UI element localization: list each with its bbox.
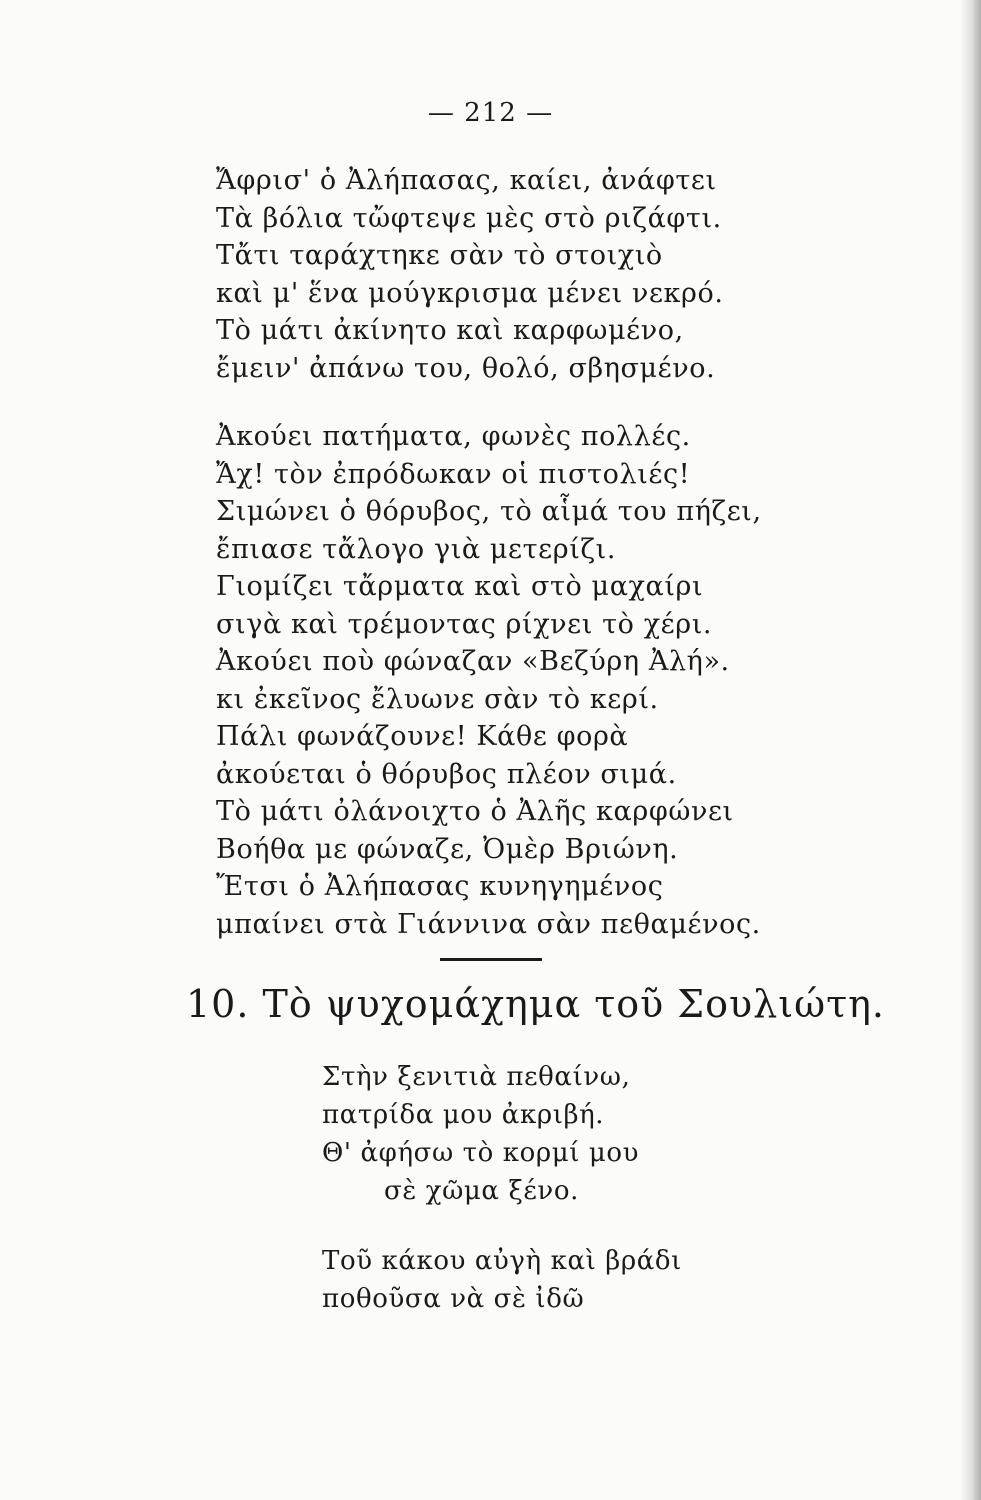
verse-line: Σιμώνει ὁ θόρυβος, τὸ αἷμά του πήζει, [216,496,762,527]
poem-line: ποθοῦσα νὰ σὲ ἰδῶ [322,1284,585,1314]
verse-line: ἔπιασε τἄλογο γιὰ μετερίζι. [216,533,617,565]
poem-line: Θ' ἀφήσω τὸ κορμί μου [322,1138,640,1168]
section-divider [440,958,542,961]
verse-line: Ἔτσι ὁ Ἀλήπασας κυνηγημένος [216,871,664,902]
poem-stanza-2 [322,1242,822,1318]
poem-line: Τοῦ κάκου αὐγὴ καὶ βράδι [322,1246,682,1276]
verse-line: σιγὰ καὶ τρέμοντας ρίχνει τὸ χέρι. [216,608,713,640]
poem-stanza-1 [322,1058,822,1210]
verse-line: Ἀκούει ποὺ φώναζαν «Βεζύρη Ἀλή». [216,646,730,677]
section-heading: 10. Τὸ ψυχομάχημα τοῦ Σουλιώτη. [186,982,885,1026]
verse-line: καὶ μ' ἕνα μούγκρισμα μένει νεκρό. [216,277,724,309]
verse-line: Ἀκούει πατήματα, φωνὲς πολλές. [216,421,691,452]
verse-line: Βοήθα με φώναζε, Ὀμὲρ Βριώνη. [216,833,679,865]
verse-line: Τὸ μάτι ἀκίνητο καὶ καρφωμένο, [216,315,684,346]
verse-line: Τὰ βόλια τὤφτεψε μὲς στὸ ριζάφτι. [216,202,722,234]
verse-line: Πάλι φωνάζουνε! Κάθε φορὰ [216,721,629,752]
verse-line: μπαίνει στὰ Γιάννινα σὰν πεθαμένος. [216,908,761,940]
verse-line: ἔμειν' ἀπάνω του, θολό, σβησμένο. [216,352,716,384]
poem-line: σὲ χῶμα ξένο. [384,1176,579,1206]
verse-stanza-1 [216,162,816,387]
verse-line: Ἄχ! τὸν ἐπρόδωκαν οἱ πιστολιές! [216,458,691,490]
verse-stanza-2 [216,418,816,943]
verse-line: Τὸ μάτι ὀλάνοιχτο ὁ Ἀλῆς καρφώνει [216,796,734,827]
page-number: — 212 — [427,98,554,128]
page-edge-shadow [959,0,981,1500]
verse-line: Ἄφρισ' ὁ Ἀλήπασας, καίει, ἀνάφτει [216,165,717,196]
poem-line: Στὴν ξενιτιὰ πεθαίνω, [322,1062,631,1092]
verse-line: Τἄτι ταράχτηκε σὰν τὸ στοιχιὸ [216,240,663,271]
poem-line: πατρίδα μου ἀκριβή. [322,1100,605,1130]
verse-line: ἀκούεται ὁ θόρυβος πλέον σιμά. [216,758,677,790]
verse-line: κι ἐκεῖνος ἔλυωνε σὰν τὸ κερί. [216,683,659,715]
verse-line: Γιομίζει τἄρματα καὶ στὸ μαχαίρι [216,571,704,602]
